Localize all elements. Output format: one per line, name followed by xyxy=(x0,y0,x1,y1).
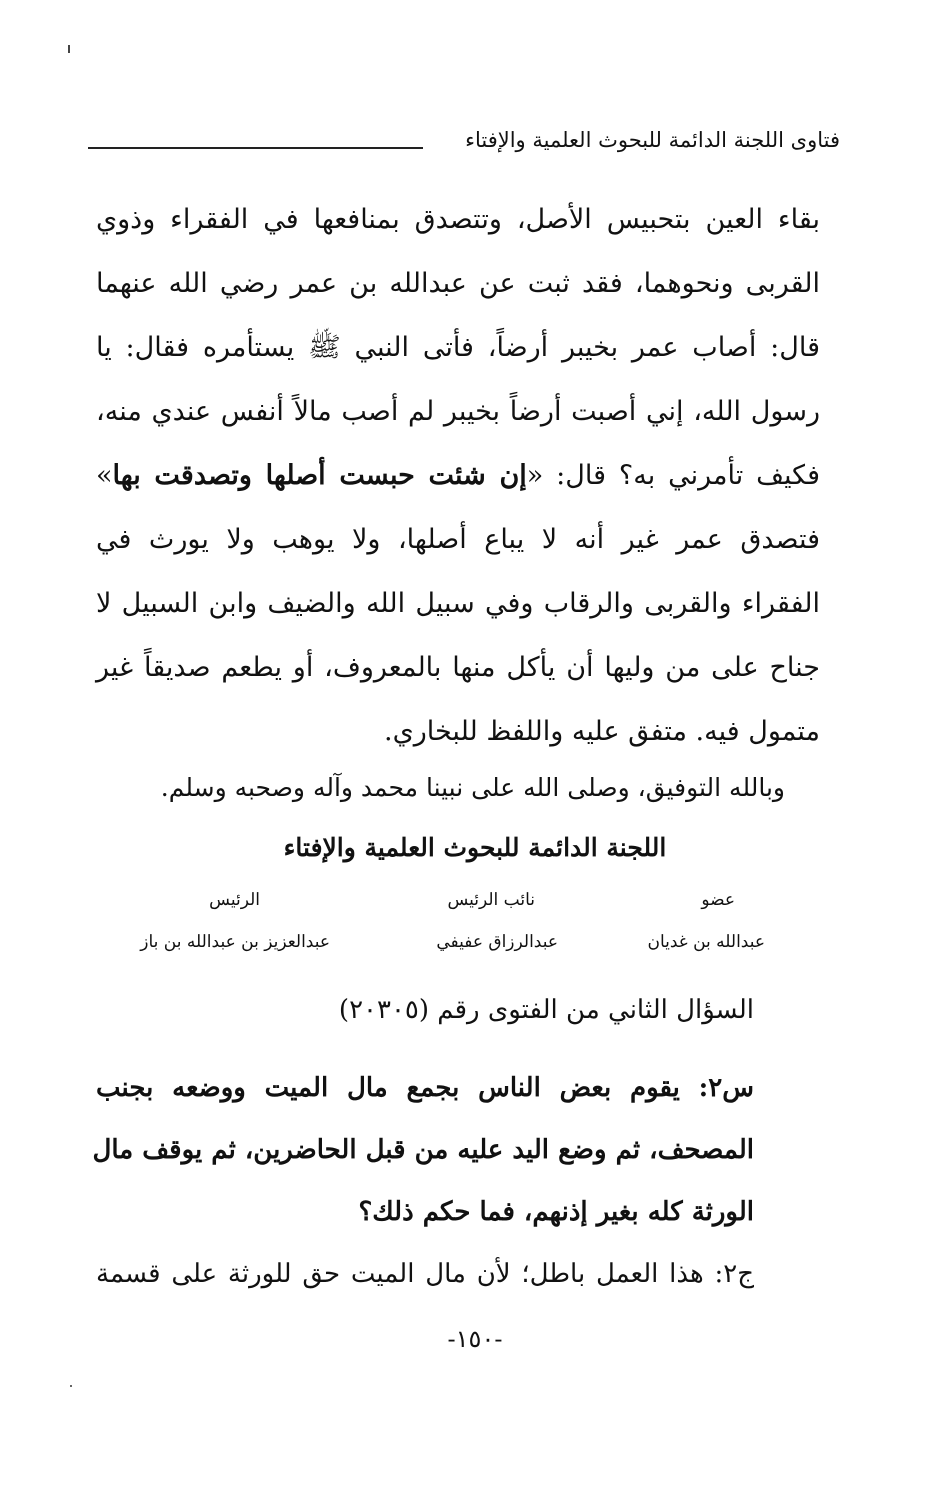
header-title: فتاوى اللجنة الدائمة للبحوث العلمية والإفتاء xyxy=(465,128,840,152)
quote-mark: » xyxy=(96,460,113,491)
member-name: عبدالله بن غديان xyxy=(647,932,765,952)
question-line: المصحف، ثم وضع اليد عليه من قبل الحاضرين، ثم يوقف مال xyxy=(92,1135,754,1165)
scan-mark xyxy=(68,45,70,53)
body-text: فكيف تأمرني به؟ قال: « xyxy=(526,460,820,491)
body-line: فتصدق عمر غير أنه لا يباع أصلها، ولا يوهب ولا يورث في xyxy=(96,524,820,555)
chair-name: عبدالعزيز بن عبدالله بن باز xyxy=(140,932,330,952)
body-line: القربى ونحوهما، فقد ثبت عن عبدالله بن عمر رضي الله عنهما xyxy=(96,268,820,299)
body-line xyxy=(96,456,820,496)
hadith-quote: إن شئت حبست أصلها وتصدقت بها xyxy=(112,460,527,491)
question-heading: السؤال الثاني من الفتوى رقم (٢٠٣٠٥) xyxy=(338,995,754,1025)
body-line: جناح على من وليها أن يأكل منها بالمعروف، أو يطعم صديقاً غير xyxy=(96,652,820,683)
body-line: الفقراء والقربى والرقاب وفي سبيل الله والضيف وابن السبيل لا xyxy=(96,588,820,619)
body-line: بقاء العين بتحبيس الأصل، وتتصدق بمنافعها في الفقراء وذوي xyxy=(96,204,820,235)
committee-title: اللجنة الدائمة للبحوث العلمية والإفتاء xyxy=(283,833,667,862)
body-line: متمول فيه. متفق عليه واللفظ للبخاري. xyxy=(384,716,820,747)
page-number: -١٥٠- xyxy=(447,1325,503,1353)
closing-line: وبالله التوفيق، وصلى الله على نبينا محمد وآله وصحبه وسلم. xyxy=(160,773,785,802)
header-rule xyxy=(88,147,423,149)
answer-line: ج٢: هذا العمل باطل؛ لأن مال الميت حق للورثة على قسمة xyxy=(96,1259,754,1289)
deputy-title: نائب الرئيس xyxy=(447,890,535,910)
question-line: الورثة كله بغير إذنهم، فما حكم ذلك؟ xyxy=(358,1197,754,1227)
member-title: عضو xyxy=(701,890,735,910)
deputy-name: عبدالرزاق عفيفي xyxy=(436,932,558,952)
body-line: قال: أصاب عمر بخيبر أرضاً، فأتى النبي ﷺ يستأمره فقال: يا xyxy=(96,332,820,363)
scan-mark xyxy=(70,1385,72,1387)
running-header xyxy=(88,128,840,168)
question-line: س٢: يقوم بعض الناس بجمع مال الميت ووضعه بجنب xyxy=(96,1073,754,1103)
body-line: رسول الله، إني أصبت أرضاً بخيبر لم أصب مالاً أنفس عندي منه، xyxy=(96,396,820,427)
chair-title: الرئيس xyxy=(209,890,260,910)
